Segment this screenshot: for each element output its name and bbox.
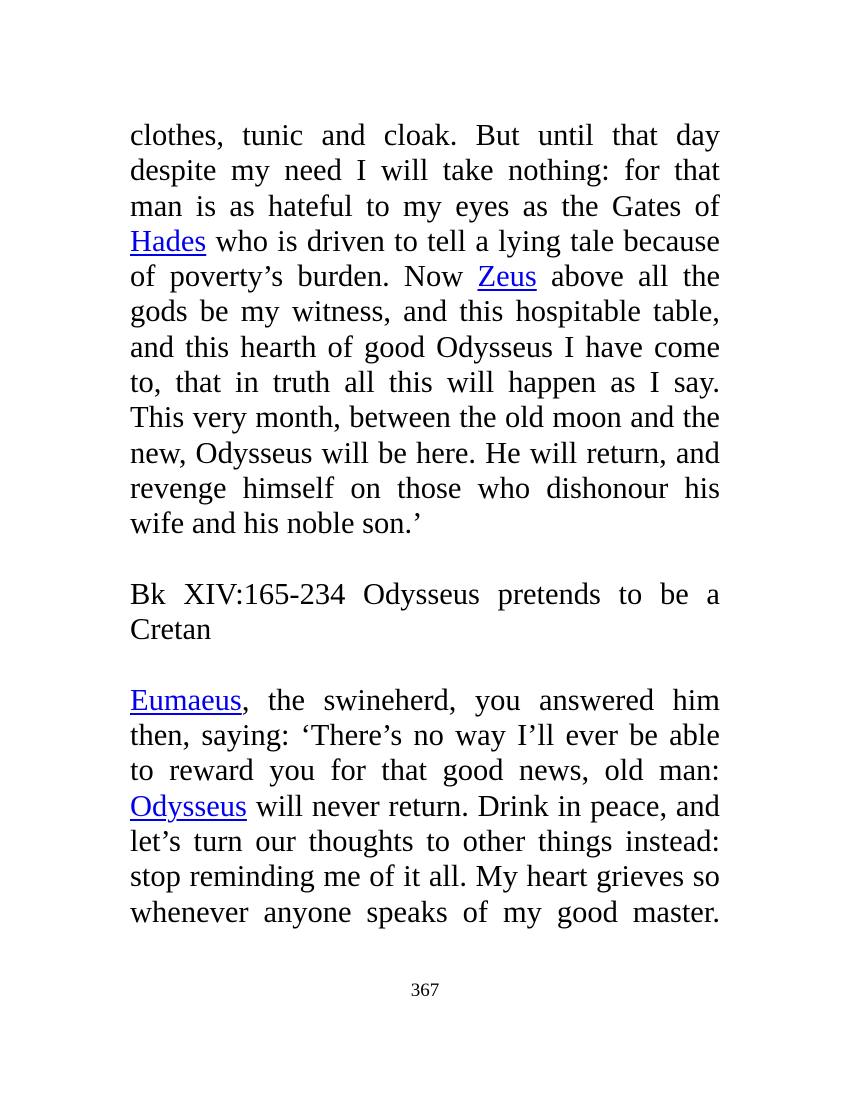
- glossary-link[interactable]: Zeus: [477, 259, 537, 294]
- word: pretends: [497, 576, 601, 611]
- text-line: [130, 859, 720, 894]
- word: Odysseus: [436, 329, 553, 364]
- word: that: [611, 118, 658, 152]
- word: who: [477, 470, 531, 505]
- heading-line: [130, 577, 720, 612]
- word: things: [537, 823, 613, 858]
- word: cloak.: [383, 118, 458, 152]
- word: for: [330, 753, 366, 788]
- word: will: [380, 153, 429, 188]
- word: all: [638, 259, 669, 294]
- text-line: [130, 153, 720, 188]
- word: Odysseus: [195, 435, 313, 470]
- word: that: [175, 365, 222, 400]
- word: and: [675, 435, 720, 470]
- word: driven: [306, 223, 385, 258]
- word: to: [394, 223, 418, 258]
- word: in: [235, 365, 259, 400]
- word: swineherd,: [323, 682, 457, 717]
- word: all: [344, 365, 375, 400]
- word: table,: [653, 294, 720, 329]
- word: this: [185, 329, 230, 364]
- text-line: [130, 400, 720, 435]
- word: him: [672, 682, 720, 717]
- word: Cretan: [130, 612, 212, 647]
- word: me: [323, 859, 361, 894]
- paragraph-spacer: [130, 542, 720, 577]
- word: of: [462, 894, 489, 929]
- word: so: [692, 859, 720, 894]
- word: on: [350, 470, 381, 505]
- word: lying: [498, 223, 561, 258]
- word: then,: [130, 718, 191, 753]
- word: peace,: [590, 788, 668, 823]
- word: whenever: [130, 894, 249, 929]
- word: stop: [130, 859, 181, 894]
- glossary-link[interactable]: Eumaeus: [130, 682, 242, 717]
- word: no: [413, 718, 444, 753]
- word: Drink: [477, 788, 549, 823]
- word: to: [426, 823, 450, 858]
- word: my: [240, 294, 280, 329]
- word: as: [229, 188, 255, 223]
- word: ‘There’s: [300, 718, 403, 753]
- word: in: [557, 788, 582, 823]
- word: as: [610, 365, 636, 400]
- word: man:: [658, 753, 720, 788]
- word: good: [556, 894, 618, 929]
- word: hateful: [268, 188, 353, 223]
- word: my: [230, 153, 270, 188]
- word: clothes,: [130, 118, 225, 152]
- word: and: [403, 294, 448, 329]
- text-line: [130, 294, 720, 329]
- word: of: [694, 188, 720, 223]
- word: and: [321, 118, 366, 152]
- word: for: [624, 153, 660, 188]
- text-line: [130, 471, 720, 506]
- word: above: [550, 259, 624, 294]
- word: here.: [415, 435, 477, 470]
- word: return,: [586, 435, 667, 470]
- text-line: [130, 789, 720, 824]
- word: instead:: [625, 823, 720, 858]
- word: and: [130, 329, 175, 364]
- word: reminding: [189, 859, 315, 894]
- word: take: [442, 153, 494, 188]
- word: He: [485, 435, 521, 470]
- word: my: [502, 894, 542, 929]
- word: master.: [632, 894, 720, 929]
- word: to: [365, 188, 390, 223]
- punctuation: ,: [241, 682, 250, 717]
- word: be: [629, 718, 658, 753]
- word: the: [459, 400, 497, 435]
- word: be: [378, 435, 407, 470]
- word: will: [529, 435, 578, 470]
- word: tale: [570, 223, 615, 258]
- text-line: [130, 330, 720, 365]
- word: his: [243, 506, 280, 541]
- word: will: [446, 365, 495, 400]
- word: man: [130, 188, 183, 223]
- word: tunic: [242, 118, 304, 152]
- text-line: [130, 365, 720, 400]
- word: and: [675, 788, 720, 823]
- word: that: [674, 153, 720, 188]
- word: I: [649, 365, 660, 400]
- linked-word: [130, 224, 206, 259]
- word: gods: [130, 294, 188, 329]
- word: My: [475, 859, 518, 894]
- word: day: [675, 118, 720, 152]
- word: will: [255, 788, 304, 823]
- word: my: [402, 188, 442, 223]
- word: witness,: [291, 294, 391, 329]
- word: old: [604, 753, 644, 788]
- word: able: [669, 718, 720, 753]
- word: himself: [242, 470, 335, 505]
- word: This: [130, 400, 185, 435]
- linked-word: [477, 259, 536, 294]
- word: But: [475, 118, 520, 152]
- word: of: [327, 329, 353, 364]
- word: to,: [130, 365, 162, 400]
- linked-word: [130, 789, 247, 824]
- word: will: [321, 435, 369, 470]
- word: Bk: [130, 576, 166, 611]
- text-line: [130, 718, 720, 753]
- word: never: [311, 788, 380, 823]
- word: anyone: [263, 894, 352, 929]
- word: I: [564, 329, 575, 364]
- word: the: [267, 682, 306, 717]
- word: thoughts: [308, 823, 414, 858]
- word: hospitable: [515, 294, 641, 329]
- word: is: [277, 223, 298, 258]
- text-line: [130, 436, 720, 471]
- word: that: [381, 753, 428, 788]
- word: son.’: [362, 506, 423, 541]
- word: let’s: [130, 823, 181, 858]
- text-line: [130, 224, 720, 259]
- text-line: [130, 506, 720, 541]
- word: say.: [673, 365, 720, 400]
- word: his: [684, 470, 720, 505]
- paragraph-spacer: [130, 647, 720, 682]
- page-number: 367: [410, 980, 440, 1001]
- text-line: [130, 683, 720, 718]
- word: this: [388, 365, 433, 400]
- word: revenge: [130, 470, 227, 505]
- word: as: [522, 188, 549, 223]
- word: new,: [130, 435, 187, 470]
- word: happen: [508, 365, 597, 400]
- heading-line: [130, 612, 720, 647]
- word: Gates: [611, 188, 682, 223]
- word: between: [349, 400, 451, 435]
- word: good: [364, 329, 426, 364]
- word: it: [403, 859, 421, 894]
- word: turn: [193, 823, 243, 858]
- word: ever: [565, 718, 618, 753]
- word: have: [585, 329, 643, 364]
- text-line: [130, 118, 720, 153]
- section-heading: [130, 577, 720, 648]
- word: who: [215, 223, 269, 258]
- text-line: [130, 895, 720, 930]
- word: despite: [130, 153, 217, 188]
- word: until: [537, 118, 594, 152]
- word: is: [195, 188, 217, 223]
- word: and: [630, 400, 675, 435]
- text-line: [130, 753, 720, 788]
- word: the: [682, 259, 720, 294]
- word: come: [653, 329, 720, 364]
- word: other: [462, 823, 526, 858]
- word: I’ll: [517, 718, 555, 753]
- word: the: [561, 188, 599, 223]
- glossary-link[interactable]: Hades: [130, 223, 207, 258]
- word: to: [618, 576, 643, 611]
- word: our: [255, 823, 296, 858]
- word: saying:: [201, 718, 290, 753]
- glossary-link[interactable]: Odysseus: [130, 788, 247, 823]
- word: because: [623, 223, 720, 258]
- word: wife: [130, 506, 185, 541]
- word: hearth: [240, 329, 317, 364]
- word: XIV:165-234: [183, 576, 346, 611]
- word: noble: [286, 506, 355, 541]
- word: the: [682, 400, 720, 435]
- word: I: [356, 153, 367, 188]
- word: burden.: [297, 259, 390, 294]
- word: speaks: [366, 894, 448, 929]
- word: return.: [388, 788, 469, 823]
- word: moon: [552, 400, 622, 435]
- word: to: [130, 753, 154, 788]
- paragraph-2: [130, 683, 720, 930]
- word: truth: [272, 365, 331, 400]
- word: Now: [403, 259, 464, 294]
- word: dishonour: [546, 470, 669, 505]
- word: way: [455, 718, 506, 753]
- word: this: [459, 294, 504, 329]
- word: news,: [518, 753, 590, 788]
- word: grieves: [596, 859, 685, 894]
- word: poverty’s: [169, 259, 284, 294]
- word: need: [284, 153, 342, 188]
- linked-word: [130, 683, 249, 718]
- word: answered: [538, 682, 655, 717]
- word: you: [474, 682, 521, 717]
- word: a: [475, 223, 489, 258]
- word: month,: [255, 400, 341, 435]
- text-line: [130, 824, 720, 859]
- word: be: [199, 294, 229, 329]
- text-line: [130, 259, 720, 294]
- book-page: [130, 118, 720, 930]
- word: of: [130, 259, 156, 294]
- word: very: [192, 400, 247, 435]
- word: be: [659, 576, 689, 611]
- word: reward: [169, 753, 254, 788]
- paragraph-1: [130, 118, 720, 542]
- word: eyes: [455, 188, 510, 223]
- word: old: [504, 400, 544, 435]
- word: you: [269, 753, 315, 788]
- text-line: [130, 189, 720, 224]
- word: good: [442, 753, 504, 788]
- word: and: [191, 506, 236, 541]
- word: nothing:: [508, 153, 610, 188]
- word: heart: [526, 859, 588, 894]
- word: of: [369, 859, 395, 894]
- word: Odysseus: [362, 576, 480, 611]
- word: all.: [428, 859, 467, 894]
- word: tell: [427, 223, 467, 258]
- word: those: [397, 470, 462, 505]
- word: a: [706, 576, 720, 611]
